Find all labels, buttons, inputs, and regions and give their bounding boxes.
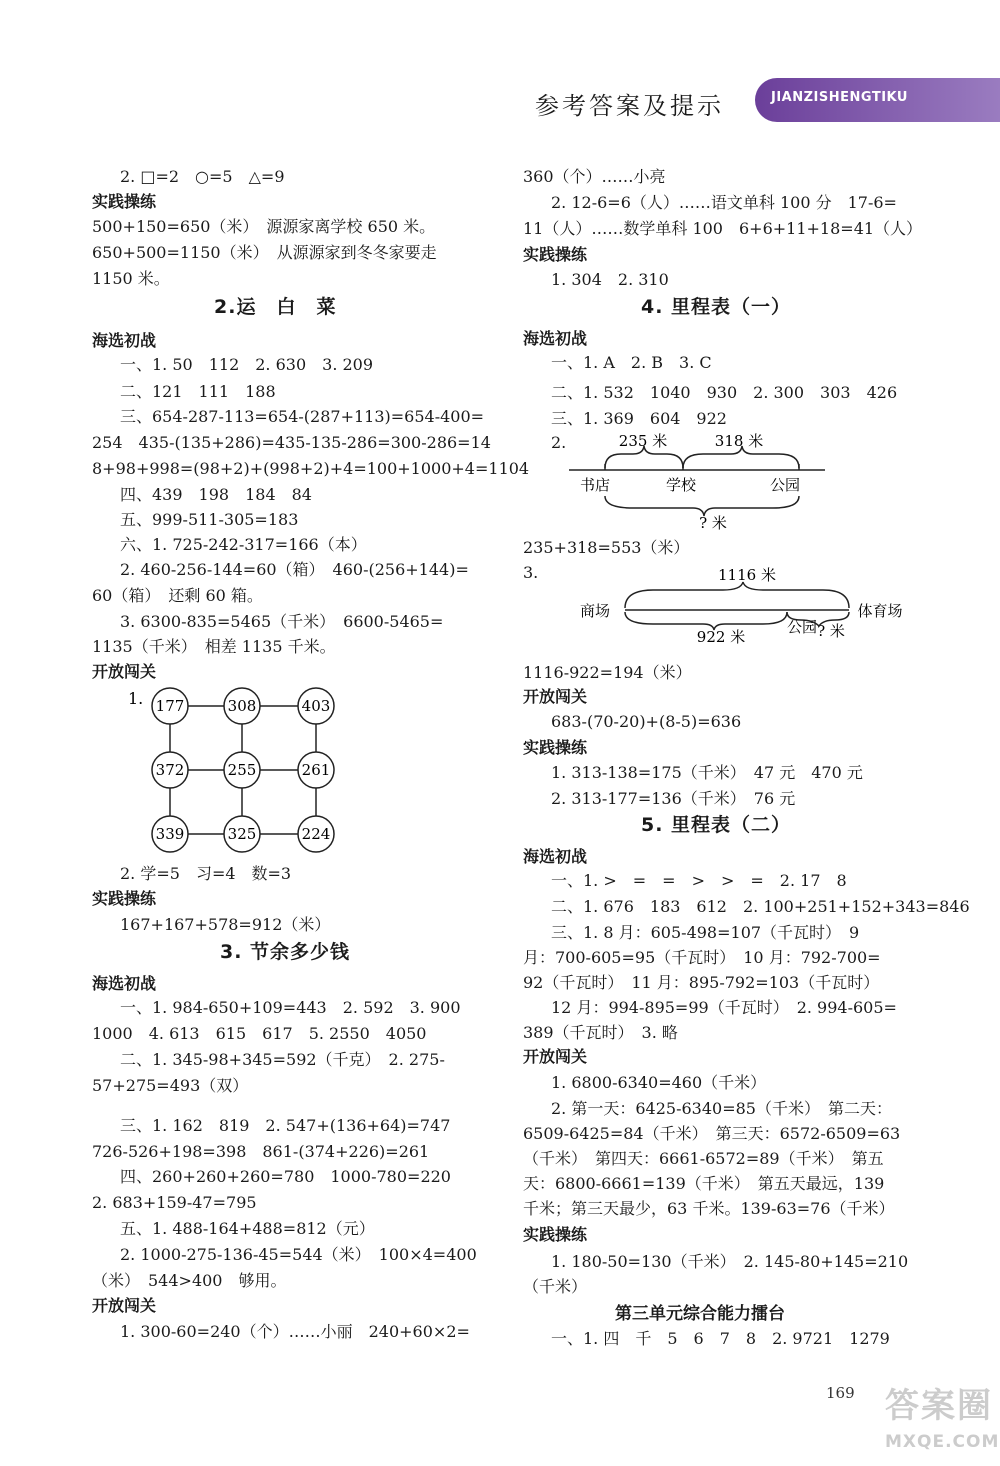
section-label: 实践操练	[523, 245, 588, 264]
text-line: 1. 313-138=175（千米） 47 元 470 元	[551, 763, 863, 782]
text-line: 235+318=553（米）	[523, 538, 690, 557]
question-label: ? 米	[817, 622, 845, 640]
section-label: 开放闯关	[523, 687, 588, 706]
segment-label: 1116 米	[718, 566, 776, 584]
text-line: 8+98+998=(98+2)+(998+2)+4=100+1000+4=1104	[92, 459, 530, 478]
point-label: 学校	[665, 476, 697, 494]
unit-review-title: 第三单元综合能力擂台	[615, 1304, 785, 1324]
section-label: 实践操练	[92, 889, 157, 908]
text-line: 一、1. 50 112 2. 630 3. 209	[120, 355, 374, 374]
grid-cell: 224	[301, 825, 331, 843]
watermark	[885, 1378, 1000, 1458]
header-tab-label: JIANZISHENGTIKU	[771, 90, 908, 105]
text-line: 2. □=2 ○=5 △=9	[120, 167, 285, 186]
grid-cell: 372	[155, 761, 185, 779]
text-line: 1. 304 2. 310	[551, 270, 669, 289]
text-line: 2. 12-6=6（人）……语文单科 100 分 17-6=	[551, 193, 897, 212]
question-label: ? 米	[699, 514, 727, 532]
distance-diagram-1	[563, 428, 833, 536]
lesson-title: 3. 节余多少钱	[220, 941, 351, 963]
text-line: 6509-6425=84（千米） 第三天：6572-6509=63	[523, 1124, 901, 1143]
distance-diagram-2	[573, 562, 923, 646]
text-line: 12 月：994-895=99（千瓦时） 2. 994-605=	[551, 998, 897, 1017]
section-label: 开放闯关	[92, 1296, 157, 1315]
text-line: 726-526+198=398 861-(374+226)=261	[92, 1142, 430, 1161]
text-line: 3. 6300-835=5465（千米） 6600-5465=	[120, 612, 444, 631]
text-line: 2. 683+159-47=795	[92, 1193, 257, 1212]
text-line: 2. 313-177=136（千米） 76 元	[551, 789, 796, 808]
section-label: 海选初战	[92, 331, 157, 350]
text-line: 3.	[523, 563, 539, 582]
lesson-title: 4. 里程表（一）	[641, 296, 792, 318]
text-line: 一、1. > = = > > = 2. 17 8	[551, 871, 847, 890]
text-line: 2. 第一天：6425-6340=85（千米） 第二天：	[551, 1099, 892, 1118]
text-line: 二、1. 532 1040 930 2. 300 303 426	[551, 383, 898, 402]
text-line: 一、1. 四 千 5 6 7 8 2. 9721 1279	[551, 1329, 890, 1348]
grid-cell: 325	[227, 825, 257, 843]
text-line: 1135（千米） 相差 1135 千米。	[92, 637, 336, 656]
lesson-title: 2.运 白 菜	[214, 296, 337, 318]
header-tab	[755, 78, 1000, 122]
text-line: 389（千瓦时） 3. 略	[523, 1023, 678, 1042]
text-line: 三、1. 369 604 922	[551, 409, 727, 428]
text-line: 2. 学=5 习=4 数=3	[120, 864, 292, 883]
text-line: 2.	[551, 433, 567, 452]
text-line: 1116-922=194（米）	[523, 663, 692, 682]
text-line: 57+275=493（双）	[92, 1076, 249, 1095]
point-label: 体育场	[857, 602, 903, 620]
segment-label: 235 米	[618, 432, 668, 450]
text-line: 三、654-287-113=654-(287+113)=654-400=	[120, 407, 485, 426]
text-line: （千米） 第四天：6661-6572=89（千米） 第五	[523, 1149, 884, 1168]
grid-label: 1.	[128, 689, 144, 708]
section-label: 实践操练	[523, 1225, 588, 1244]
page-number: 169	[826, 1384, 855, 1402]
grid-cell: 255	[227, 761, 257, 779]
text-line: （千米）	[523, 1277, 588, 1296]
grid-cell: 308	[227, 697, 257, 715]
number-grid	[122, 684, 382, 859]
text-line: 四、260+260+260=780 1000-780=220	[120, 1167, 451, 1186]
text-line: 六、1. 725-242-317=166（本）	[120, 535, 367, 554]
point-label: 公园	[786, 618, 818, 636]
section-label: 实践操练	[523, 738, 588, 757]
grid-cell: 261	[301, 761, 331, 779]
section-label: 开放闯关	[92, 662, 157, 681]
header-title: 参考答案及提示	[535, 92, 724, 120]
text-line: 1. 180-50=130（千米） 2. 145-80+145=210	[551, 1252, 909, 1271]
text-line: 167+167+578=912（米）	[120, 915, 331, 934]
segment-label: 318 米	[714, 432, 764, 450]
text-line: 11（人）……数学单科 100 6+6+11+18=41（人）	[523, 219, 923, 238]
text-line: 二、121 111 188	[120, 382, 276, 401]
text-line: 一、1. 984-650+109=443 2. 592 3. 900	[120, 998, 461, 1017]
text-line: 1. 300-60=240（个）……小丽 240+60×2=	[120, 1322, 470, 1341]
point-label: 书店	[579, 476, 611, 494]
grid-cell: 339	[155, 825, 185, 843]
section-label: 海选初战	[523, 847, 588, 866]
grid-cell: 177	[155, 697, 185, 715]
lesson-title: 5. 里程表（二）	[641, 814, 792, 836]
segment-label: 922 米	[696, 628, 746, 646]
text-line: 1000 4. 613 615 617 5. 2550 4050	[92, 1024, 427, 1043]
text-line: 天：6800-6661=139（千米） 第五天最远，139	[523, 1174, 885, 1193]
section-label: 开放闯关	[523, 1047, 588, 1066]
text-line: 360（个）……小亮	[523, 167, 666, 186]
point-label: 公园	[769, 476, 801, 494]
text-line: 60（箱） 还剩 60 箱。	[92, 586, 263, 605]
text-line: 千米；第三天最少，63 千米。139-63=76（千米）	[523, 1199, 895, 1218]
text-line: 92（千瓦时） 11 月：895-792=103（千瓦时）	[523, 973, 880, 992]
text-line: （米） 544>400 够用。	[92, 1271, 287, 1290]
text-line: 五、1. 488-164+488=812（元）	[120, 1219, 375, 1238]
text-line: 254 435-(135+286)=435-135-286=300-286=14	[92, 433, 491, 452]
section-label: 海选初战	[92, 974, 157, 993]
text-line: 一、1. A 2. B 3. C	[551, 353, 712, 372]
text-line: 683-(70-20)+(8-5)=636	[551, 712, 742, 731]
text-line: 月：700-605=95（千瓦时） 10 月：792-700=	[523, 948, 881, 967]
watermark-url: MXQE.COM	[885, 1432, 1000, 1452]
point-label: 商场	[579, 602, 611, 620]
text-line: 二、1. 676 183 612 2. 100+251+152+343=846	[551, 897, 970, 916]
text-line: 二、1. 345-98+345=592（千克） 2. 275-	[120, 1050, 445, 1069]
watermark-logo: 答案圈	[885, 1386, 993, 1426]
section-label: 实践操练	[92, 192, 157, 211]
grid-cell: 403	[301, 697, 331, 715]
text-line: 2. 460-256-144=60（箱） 460-(256+144)=	[120, 560, 469, 579]
text-line: 五、999-511-305=183	[120, 510, 299, 529]
text-line: 1. 6800-6340=460（千米）	[551, 1073, 767, 1092]
text-line: 三、1. 8 月：605-498=107（千瓦时） 9	[551, 923, 860, 942]
section-label: 海选初战	[523, 329, 588, 348]
text-line: 500+150=650（米） 源源家离学校 650 米。	[92, 217, 436, 236]
text-line: 650+500=1150（米） 从源源家到冬冬家要走	[92, 243, 437, 262]
text-line: 2. 1000-275-136-45=544（米） 100×4=400	[120, 1245, 477, 1264]
text-line: 三、1. 162 819 2. 547+(136+64)=747	[120, 1116, 451, 1135]
text-line: 1150 米。	[92, 269, 170, 288]
text-line: 四、439 198 184 84	[120, 485, 312, 504]
